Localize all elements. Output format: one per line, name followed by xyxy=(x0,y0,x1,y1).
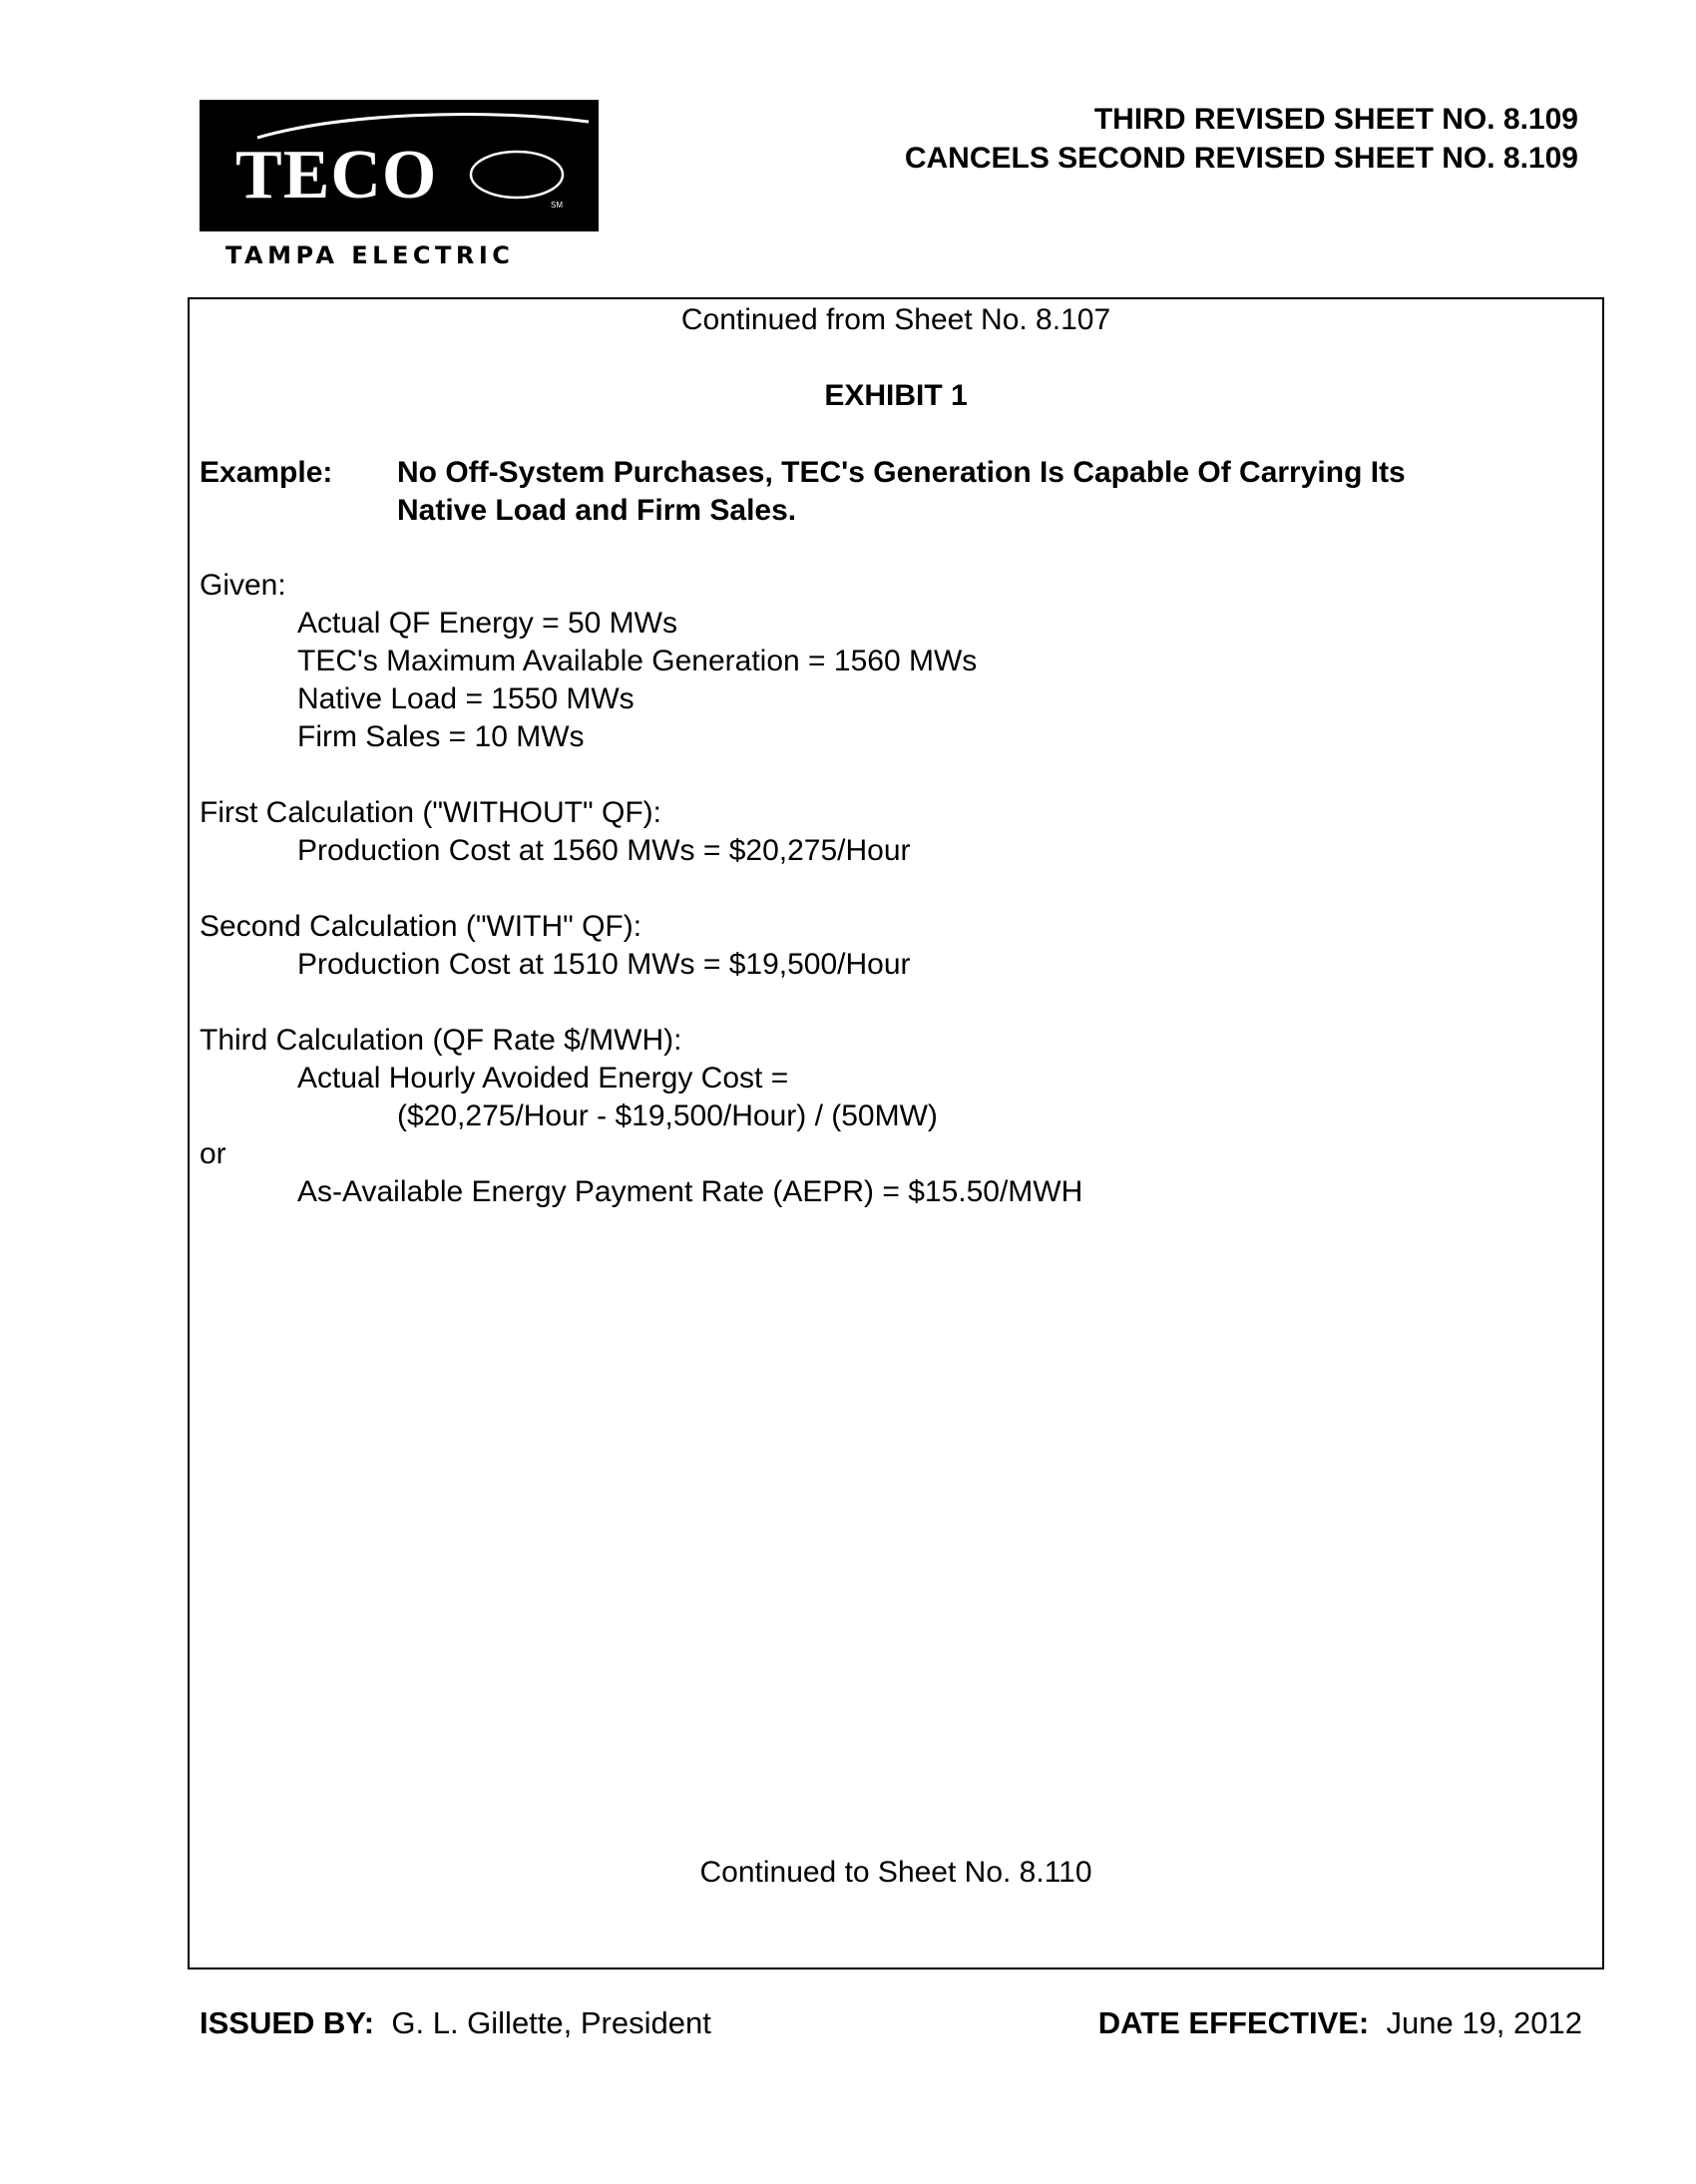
given-label: Given: xyxy=(200,569,286,602)
cancels-sheet-number: CANCELS SECOND REVISED SHEET NO. 8.109 xyxy=(904,142,1578,175)
tariff-content-frame xyxy=(188,297,1604,1969)
logo-wordmark: TECO xyxy=(235,137,438,214)
date-effective xyxy=(1098,2005,1582,2041)
date-effective-label: DATE EFFECTIVE: xyxy=(1097,2005,1370,2040)
exhibit-title: EXHIBIT 1 xyxy=(824,379,968,412)
third-calculation-formula: ($20,275/Hour - $19,500/Hour) / (50MW) xyxy=(397,1099,938,1132)
second-calculation-item: Production Cost at 1510 MWs = $19,500/Hour xyxy=(297,948,911,981)
given-item: Native Load = 1550 MWs xyxy=(297,682,635,715)
third-calculation-label: Third Calculation (QF Rate $/MWH): xyxy=(200,1024,682,1057)
logo-sm-mark: SM xyxy=(551,201,563,210)
sheet-number-header xyxy=(905,100,1578,178)
date-effective-value: June 19, 2012 xyxy=(1386,2005,1582,2040)
issued-by xyxy=(200,2005,711,2041)
third-calculation-item: Actual Hourly Avoided Energy Cost = xyxy=(297,1062,789,1094)
example-text-line1: No Off-System Purchases, TEC's Generation Is Capable Of Carrying Its xyxy=(397,456,1406,489)
example-label: Example: xyxy=(200,456,333,489)
issued-by-label: ISSUED BY: xyxy=(200,2005,375,2040)
first-calculation-label: First Calculation ("WITHOUT" QF): xyxy=(200,796,661,829)
example-text-line2: Native Load and Firm Sales. xyxy=(397,494,797,527)
or-connector: or xyxy=(200,1137,226,1170)
logo-tagline: TAMPA ELECTRIC xyxy=(225,241,515,269)
given-item: TEC's Maximum Available Generation = 1560 MWs xyxy=(297,645,978,677)
issued-by-value: G. L. Gillette, President xyxy=(391,2005,711,2040)
given-item: Actual QF Energy = 50 MWs xyxy=(297,607,677,640)
given-item: Firm Sales = 10 MWs xyxy=(297,720,585,753)
second-calculation-label: Second Calculation ("WITH" QF): xyxy=(200,910,642,943)
aepr-result: As-Available Energy Payment Rate (AEPR) = $15.50/MWH xyxy=(297,1175,1083,1208)
first-calculation-item: Production Cost at 1560 MWs = $20,275/Hour xyxy=(297,834,911,867)
teco-logo-graphic xyxy=(200,100,599,231)
teco-logo xyxy=(200,100,599,231)
continued-to: Continued to Sheet No. 8.110 xyxy=(699,1856,1092,1889)
continued-from: Continued from Sheet No. 8.107 xyxy=(680,303,1111,336)
sheet-number: THIRD REVISED SHEET NO. 8.109 xyxy=(1093,103,1578,136)
